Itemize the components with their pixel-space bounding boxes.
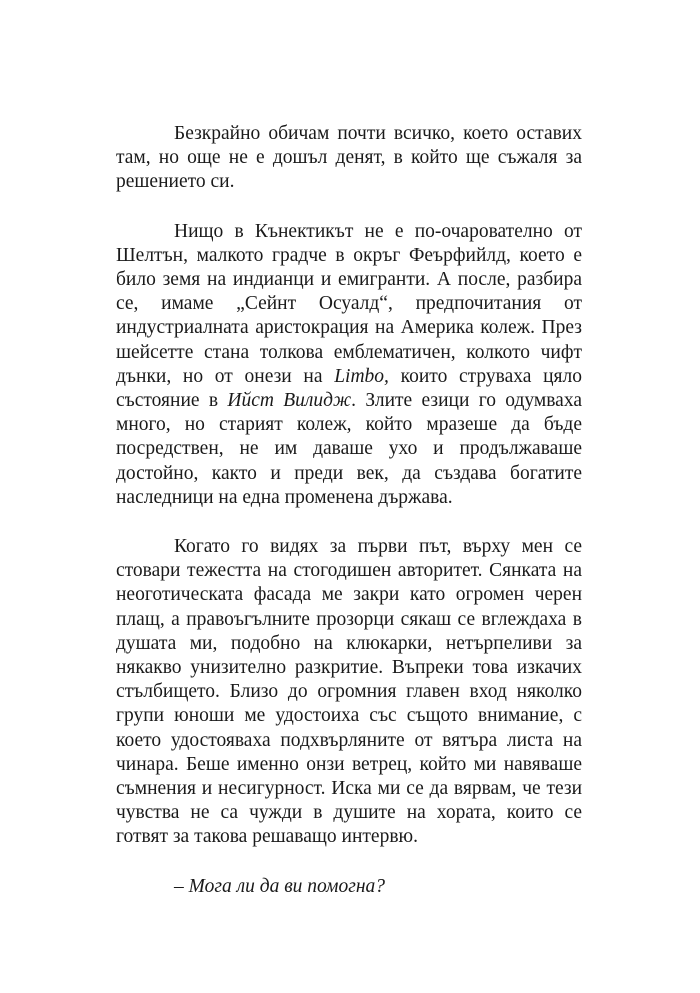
brand-name-limbo: Limbo, [334,365,389,387]
paragraph-1-text: Безкрайно обичам почти всичко, което оставих там, но още не е дошъл денят, в който ще съжаля за решението си. [116,123,582,193]
paragraph-2 [116,220,582,510]
paragraph-3 [116,535,582,850]
paragraph-3-text: Когато го видях за първи път, върху мен се стовари тежестта на стогодишен авторитет. Сянката на неоготическата фасада ме закри като огромен черен плащ, а правоъгълните прозорци сякаш се вглеждаха в душата ми, подобно на клюкарки, нетърпеливи за някакво унизително разкритие. Въпреки това изкачих стълбището. Близо до огромния главен вход няколко групи юноши ме удостоиха със същото внимание, с което удостояваха подхвърляните от вятъра листа на чинара. Беше именно онзи ветрец, който ми навяваше съмнения и несигурност. Иска ми се да вярвам, че тези чувства не са чужди в душите на хората, които се готвят за такова решаващо интервю. [116,536,582,848]
paragraph-2-text-b: които струваха цяло състояние в [116,365,582,412]
place-name-east-village: Ийст Вилидж [227,390,352,412]
dialogue-line: – Мога ли да ви помогна? [174,875,386,897]
paragraph-2-text-a: Нищо в Кънектикът не е по-очарователно от Шелтън, малкото градче в окръг Феърфийлд, което е било земя на индианци и емигранти. А после, разбира се, имаме „Сейнт Осуалд“, предпочитания от индустриалната аристокрация на Америка колеж. През шейсетте стана толкова емблематичен, колкото чифт дънки, но от онези на [116,220,582,387]
paragraph-2-text-c: . Злите езици го одумваха много, но старият колеж, който мразеше да бъде посредствен, не им даваше ухо и продължаваше достойно, както и преди век, да създава богатите наследници на една променена държава. [116,390,582,508]
paragraph-1 [116,122,582,195]
